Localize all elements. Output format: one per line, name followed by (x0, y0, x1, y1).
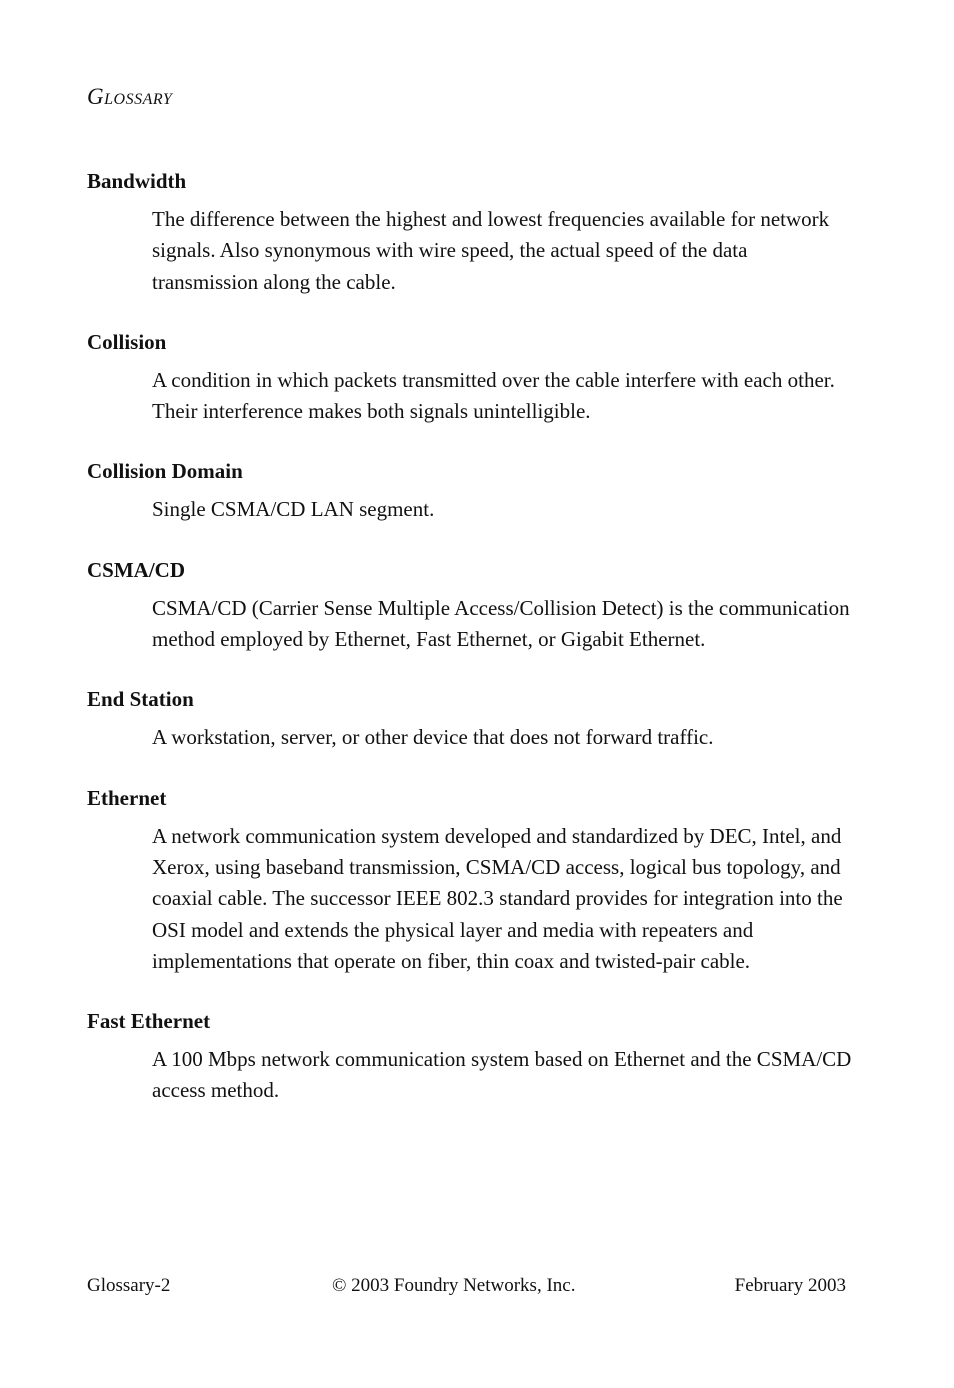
entry-term: Fast Ethernet (87, 1009, 211, 1034)
entry-definition: A network communication system developed and standardized by DEC, Intel, and Xerox, using baseband transmission, CSMA/CD access, logical bus topology, and coaxial cable. The successor IEEE 802.3 standard provides for integration into the OSI model and extends the physical layer and media with repeaters and implementations that operate on fiber, thin coax and twisted-pair cable. (152, 823, 843, 973)
header-rest: LOSSARY (104, 91, 173, 108)
entry-definition: A condition in which packets transmitted over the cable interfere with each other. Their interference makes both signals unintelligible. (152, 367, 835, 424)
entry-term: Collision (87, 329, 167, 354)
glossary-entry-collision (87, 327, 857, 428)
entry-term: Bandwidth (87, 169, 187, 193)
glossary-entries (87, 166, 857, 1107)
header-initial: G (87, 84, 105, 109)
entry-term: CSMA/CD (87, 557, 185, 582)
glossary-entry-collision-domain (87, 456, 857, 525)
entry-definition: Single CSMA/CD LAN segment. (152, 497, 435, 522)
entry-term: Collision Domain (87, 459, 243, 484)
footer-copyright: © 2003 Foundry Networks, Inc. (332, 1275, 576, 1296)
glossary-entry-fast-ethernet (87, 1006, 857, 1107)
entry-term: Ethernet (87, 785, 167, 810)
running-header (87, 84, 172, 110)
footer-date: February 2003 (734, 1275, 846, 1296)
entry-definition: The difference between the highest and lowest frequencies available for network signals. Also synonymous with wire speed, the actual speed of the data transmission along the cable. (152, 207, 830, 294)
glossary-entry-bandwidth (87, 166, 857, 298)
footer-page-number: Glossary-2 (87, 1275, 171, 1296)
entry-definition: CSMA/CD (Carrier Sense Multiple Access/Collision Detect) is the communication method employed by Ethernet, Fast Ethernet, or Gigabit Ethernet. (152, 595, 850, 652)
entry-definition: A workstation, server, or other device that does not forward traffic. (152, 725, 714, 750)
entry-definition: A 100 Mbps network communication system based on Ethernet and the CSMA/CD access method. (152, 1047, 852, 1103)
glossary-entry-end-station (87, 684, 857, 753)
glossary-entry-ethernet (87, 783, 857, 977)
glossary-entry-csma-cd (87, 555, 857, 656)
entry-term: End Station (87, 687, 194, 712)
